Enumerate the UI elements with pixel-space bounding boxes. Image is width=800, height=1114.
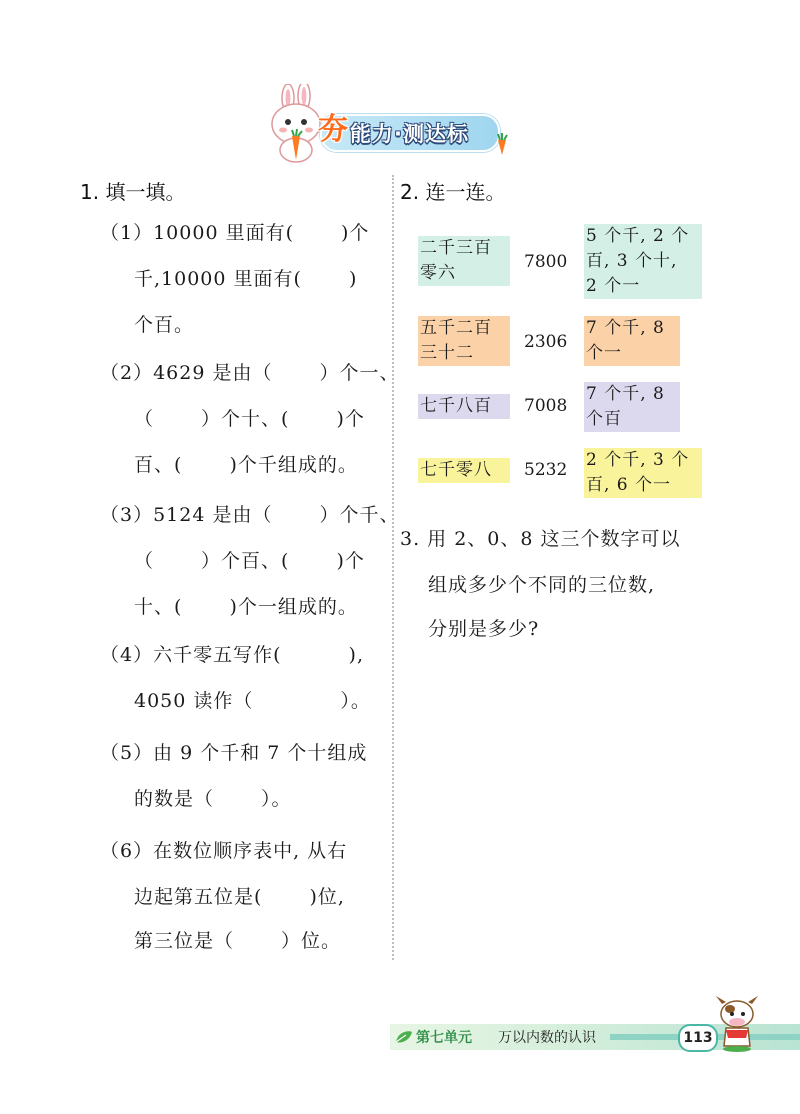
match-middle-number[interactable]: 5232 bbox=[524, 460, 568, 480]
q1-line: （ ）个十、( )个 bbox=[134, 408, 365, 430]
match-right-item[interactable] bbox=[584, 224, 702, 299]
cell-text: 个一 bbox=[586, 343, 622, 363]
match-left-item[interactable] bbox=[418, 458, 510, 483]
q1-line: （6）在数位顺序表中, 从右 bbox=[100, 840, 348, 862]
cell-text: 七千八百 bbox=[420, 396, 492, 416]
q1-line: （ ）个百、( )个 bbox=[134, 550, 365, 572]
cell-text: 五千二百 bbox=[420, 318, 492, 338]
q2-title: 2. 连一连。 bbox=[400, 180, 506, 204]
q1-line: 千,10000 里面有( ) bbox=[134, 268, 358, 290]
q1-line: 的数是（ ）。 bbox=[134, 788, 292, 810]
q1-line: 十、( )个一组成的。 bbox=[134, 596, 358, 618]
q3-line: 3. 用 2、0、8 这三个数字可以 bbox=[400, 528, 681, 550]
cell-text: 百, 6 个一 bbox=[586, 475, 672, 495]
match-right-item[interactable] bbox=[584, 448, 702, 498]
q1-line: 边起第五位是( )位, bbox=[134, 886, 345, 908]
q3-line: 分别是多少? bbox=[428, 618, 540, 640]
cell-text: 7 个千, 8 bbox=[586, 318, 665, 338]
match-left-item[interactable] bbox=[418, 236, 510, 286]
cell-text: 2 个一 bbox=[586, 276, 641, 296]
cell-text: 百, 3 个十, bbox=[586, 251, 678, 271]
banner-lead-char: 夯 bbox=[318, 112, 348, 147]
q1-line: （3）5124 是由（ ）个千、 bbox=[100, 504, 400, 526]
q1-line: （2）4629 是由（ ）个一、 bbox=[100, 362, 400, 384]
cow-mascot-icon bbox=[712, 994, 762, 1054]
cell-text: 2 个千, 3 个 bbox=[586, 450, 690, 470]
match-left-item[interactable] bbox=[418, 316, 510, 366]
q1-line: 百、( )个千组成的。 bbox=[134, 454, 358, 476]
section-banner bbox=[262, 84, 507, 162]
column-divider bbox=[392, 175, 394, 960]
cell-text: 三十二 bbox=[420, 343, 474, 363]
cell-text: 七千零八 bbox=[420, 460, 492, 480]
cell-text: 个百 bbox=[586, 409, 622, 429]
match-middle-number[interactable]: 7800 bbox=[524, 252, 568, 272]
q1-line: 个百。 bbox=[134, 314, 195, 336]
match-right-item[interactable] bbox=[584, 382, 680, 432]
cell-text: 零六 bbox=[420, 263, 456, 283]
q1-line: 第三位是（ ）位。 bbox=[134, 930, 342, 952]
footer-unit: 第七单元 bbox=[416, 1030, 472, 1046]
cell-text: 二千三百 bbox=[420, 238, 492, 258]
cell-text: 5 个千, 2 个 bbox=[586, 226, 690, 246]
cell-text: 7 个千, 8 bbox=[586, 384, 665, 404]
match-middle-number[interactable]: 2306 bbox=[524, 332, 568, 352]
carrot-icon bbox=[492, 132, 512, 156]
q1-line: （4）六千零五写作( ), bbox=[100, 644, 364, 666]
q1-line: （5）由 9 个千和 7 个十组成 bbox=[100, 742, 368, 764]
leaf-icon bbox=[394, 1028, 414, 1046]
banner-title: 能力·测达标 bbox=[350, 122, 469, 146]
match-right-item[interactable] bbox=[584, 316, 680, 366]
match-middle-number[interactable]: 7008 bbox=[524, 396, 568, 416]
q1-line: （1）10000 里面有( )个 bbox=[100, 222, 370, 244]
q3-line: 组成多少个不同的三位数, bbox=[428, 574, 656, 596]
match-left-item[interactable] bbox=[418, 394, 510, 419]
page-number: 113 bbox=[678, 1024, 718, 1052]
footer-topic: 万以内数的认识 bbox=[498, 1030, 596, 1046]
q1-line: 4050 读作（ ）。 bbox=[134, 690, 371, 712]
q1-title: 1. 填一填。 bbox=[80, 180, 186, 204]
